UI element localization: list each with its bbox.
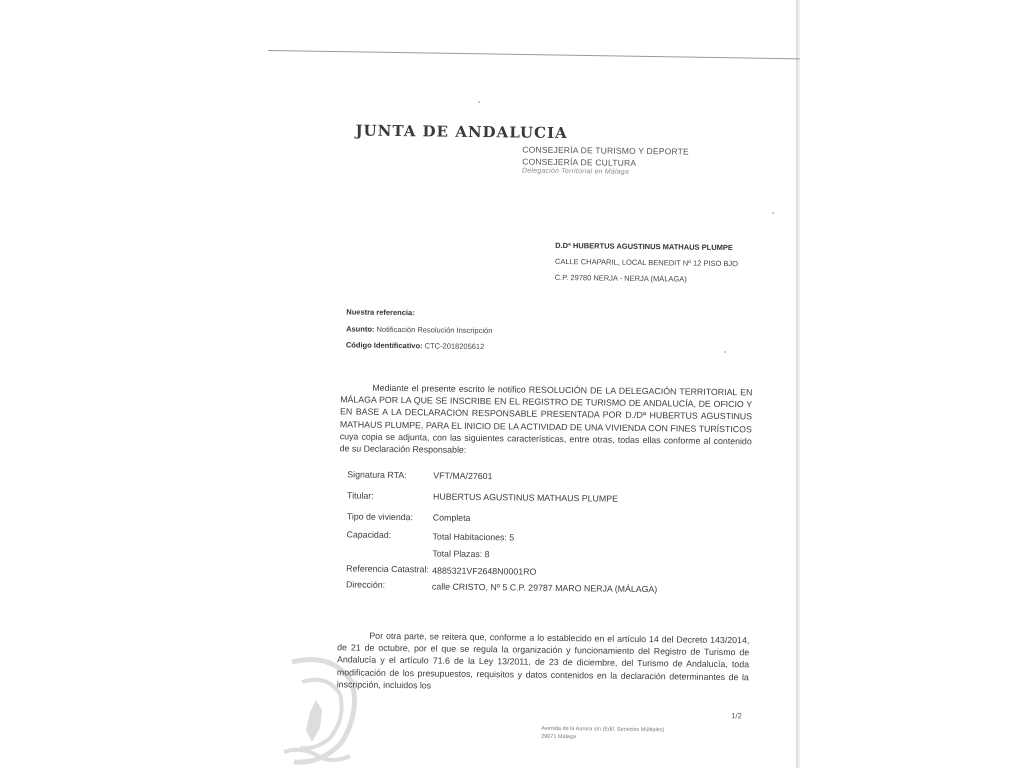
signatura-value: VFT/MA/27601 [433,470,493,482]
andalucia-seal-watermark-icon [272,652,362,768]
asunto-value: Notificación Resolución Inscripción [376,324,493,336]
total-habitaciones: Total Habitaciones: 5 [432,531,515,543]
direccion-value: calle CRISTO, Nº 5 C.P. 29787 MARO NERJA (MÁLAGA) [431,581,658,595]
body-paragraph-1: Mediante el presente escrito le notifico RESOLUCIÓN DE LA DELEGACIÓN TERRITORIAL EN MÁLAGA POR LA QUE SE INSCRIBE EN EL REGISTRO DE TURISMO DE ANDALUCÍA, DE OFICIO Y EN BASE A LA DECLARACION RESPONSABLE PRESENTADA POR D./Dª HUBERTUS AGUSTINUS MATHAUS PLUMPE, PARA EL INICIO DE LA ACTIVIDAD DE UNA VIVIENDA CON FINES TURÍSTICOS cuya copia se adjunta, con las siguientes características, entre otras, todas ellas conforme al contenido de su Declaración Responsable: [339,382,753,455]
junta-andalucia-logo: JUNTA DE ANDALUCIA [355,121,568,143]
scan-speck [724,351,726,353]
delegacion-territorial: Delegación Territorial en Málaga [521,167,629,176]
capacidad-label: Capacidad: [346,529,392,540]
recipient-address-line-1: CALLE CHAPARIL, LOCAL BENEDIT Nº 12 PISO BJO [554,256,739,269]
nuestra-referencia-label: Nuestra referencia: [346,307,415,318]
recipient-address-line-2: C.P. 29780 NERJA - NERJA (MÁLAGA) [554,272,687,284]
tipo-vivienda-value: Completa [432,512,471,523]
page-number: 1/2 [731,711,742,721]
body-paragraph-2: Por otra parte, se reitera que, conforme a lo establecido en el artículo 14 del Decreto 143/2014, de 21 de octubre, por el que se regula la organización y funcionamiento del Registro de Turismo de Andalucía y el artículo 71.6 de la Ley 13/2011, de 23 de diciembre, del Turismo de Andalucía, toda modificación de los presupuestos, requisitos y datos contenidos en la declaración determinantes de la inscripción, incluidos los [336,630,750,691]
footer-address-line-2: 29071 Málaga [541,733,577,741]
total-plazas: Total Plazas: 8 [432,548,490,560]
asunto-label: Asunto: [346,324,375,334]
consejeria-cultura: CONSEJERÍA DE CULTURA [522,156,637,168]
nuestra-referencia [346,307,414,317]
titular-value: HUBERTUS AGUSTINUS MATHAUS PLUMPE [432,491,619,504]
consejeria-turismo: CONSEJERÍA DE TURISMO Y DEPORTE [522,144,689,157]
scan-speck [478,101,480,103]
codigo-identificativo [346,340,484,351]
footer-address-line-1: Avenida de la Aurora s/n (Edif. Servicios Múltiples) [541,725,665,734]
tipo-vivienda-label: Tipo de vivienda: [346,511,414,523]
referencia-catastral-value: 4885321VF2648N0001RO [432,565,537,577]
scan-speck [772,212,774,214]
recipient-name: D.Dª HUBERTUS AGUSTINUS MATHAUS PLUMPE [555,240,733,253]
codigo-value: CTC-2018205612 [424,341,485,352]
direccion-label: Dirección: [345,579,386,590]
codigo-label: Código Identificativo: [345,340,423,351]
referencia-catastral-label: Referencia Catastral: [346,563,429,575]
titular-label: Titular: [347,490,374,501]
signatura-label: Signatura RTA: [347,469,407,481]
asunto [346,324,492,335]
